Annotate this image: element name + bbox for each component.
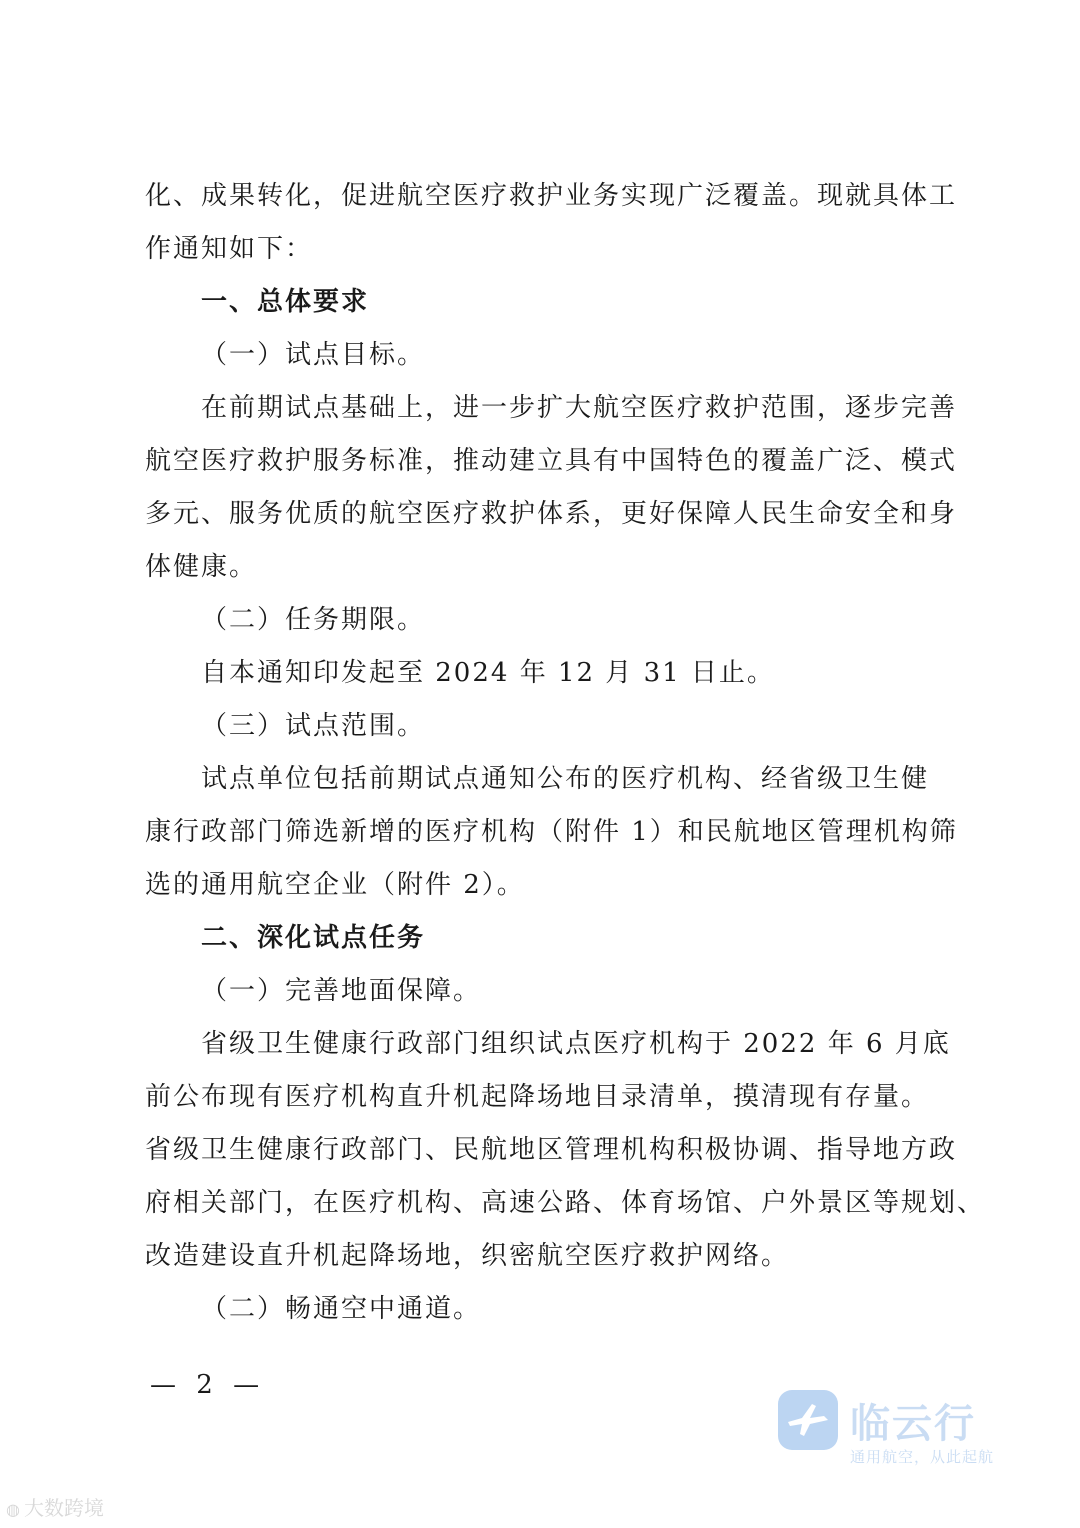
text-line: 选的通用航空企业（附件 2）。 [145,870,525,900]
text-line: 航空医疗救护服务标准，推动建立具有中国特色的覆盖广泛、模式 [145,446,958,476]
text-line: （三）试点范围。 [201,711,426,741]
text-line: 改造建设直升机起降场地，织密航空医疗救护网络。 [145,1241,790,1271]
text-line: （一）完善地面保障。 [201,976,482,1006]
watermark [6,1492,104,1521]
logo-name: 临云行 [850,1401,976,1447]
section-heading: 一、总体要求 [201,287,370,317]
text-line: 省级卫生健康行政部门组织试点医疗机构于 2022 年 6 月底 [201,1029,951,1059]
text-line: 前公布现有医疗机构直升机起降场地目录清单，摸清现有存量。 [145,1082,930,1112]
text-line: 试点单位包括前期试点通知公布的医疗机构、经省级卫生健 [201,764,930,794]
text-line: 体健康。 [145,552,258,582]
text-line: 府相关部门，在医疗机构、高速公路、体育场馆、户外景区等规划、 [145,1188,986,1218]
text-line: 在前期试点基础上，进一步扩大航空医疗救护范围，逐步完善 [201,393,958,423]
text-line: （二）任务期限。 [201,605,426,635]
text-line: 康行政部门筛选新增的医疗机构（附件 1）和民航地区管理机构筛 [145,817,958,847]
text-line: 省级卫生健康行政部门、民航地区管理机构积极协调、指导地方政 [145,1135,958,1165]
page-number: — 2 — [150,1370,266,1400]
text-line: （一）试点目标。 [201,340,426,370]
airplane-icon [778,1390,838,1450]
section-heading: 二、深化试点任务 [201,923,426,953]
logo-slogan: 通用航空，从此起航 [850,1448,995,1466]
text-line: 作通知如下： [145,234,314,264]
text-line: 自本通知印发起至 2024 年 12 月 31 日止。 [201,658,775,688]
brand-logo [778,1390,1008,1470]
text-line: 化、成果转化，促进航空医疗救护业务实现广泛覆盖。现就具体工 [145,181,958,211]
watermark-text: 大数跨境 [23,1496,104,1520]
weibo-icon: ◍ [6,1500,20,1519]
document-body [145,170,986,1336]
text-line: 多元、服务优质的航空医疗救护体系，更好保障人民生命安全和身 [145,499,958,529]
text-line: （二）畅通空中通道。 [201,1294,482,1324]
